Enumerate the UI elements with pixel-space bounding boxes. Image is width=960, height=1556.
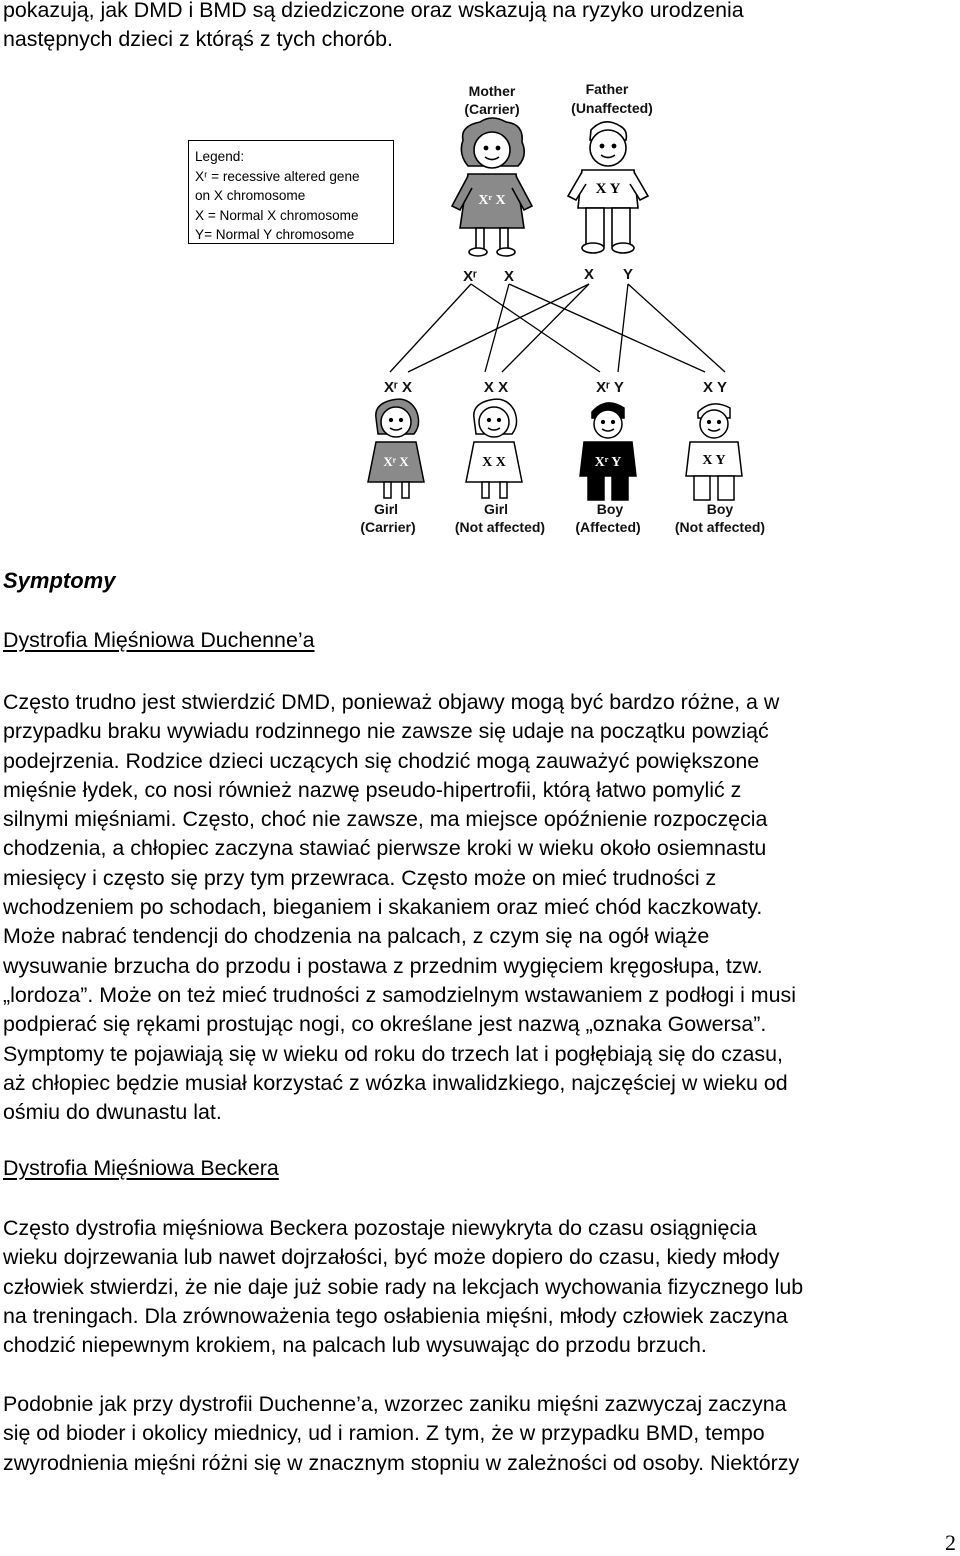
- father-gamete-1: X: [583, 266, 595, 283]
- text-line: na treningach. Dla zrównoważenia tego osłabienia mięśni, młody człowiek zaczyna: [3, 1303, 788, 1328]
- text-line: pokazują, jak DMD i BMD są dziedziczone oraz wskazują na ryzyko urodzenia: [3, 0, 744, 22]
- text-line: człowiek stwierdzi, że nie daje już sobie rady na lekcjach wychowania fizycznego lub: [3, 1274, 804, 1299]
- child-1-shirt-label: Xʳ X: [383, 454, 409, 469]
- text-line: Podobnie jak przy dystrofii Duchenne’a, wzorzec zaniku mięśni zazwyczaj zaczyna: [3, 1392, 787, 1416]
- text-line: „lordoza”. Może on też mieć trudności z samodzielnym wstawaniem z podłogi i musi: [3, 982, 796, 1007]
- child-4-genotype: X Y: [703, 379, 727, 396]
- becker-paragraph-2: [3, 1390, 957, 1478]
- text-line: wchodzeniem po schodach, bieganiem i skakaniem oraz mieć chód kaczkowaty.: [3, 895, 763, 920]
- father-label: Father: [585, 81, 629, 97]
- child-2-figure: [466, 399, 522, 498]
- text-line: silnymi mięśniami. Często, choć nie zawsze, ma miejsce opóźnienie rozpoczęcia: [3, 807, 768, 832]
- text-line: wysuwanie brzucha do przodu i postawa z przednim wygięciem kręgosłupa, tzw.: [3, 953, 763, 978]
- mother-label: Mother: [468, 83, 516, 99]
- text-line: mięśnie łydek, co nosi również nazwę pseudo-hipertrofii, którą łatwo pomylić z: [3, 777, 742, 802]
- child-3-genotype: Xʳ Y: [596, 379, 624, 396]
- text-line: aż chłopiec będzie musiał korzystać z wózka inwalidzkiego, najczęściej w wieku od: [3, 1070, 788, 1095]
- legend-line: on X chromosome: [195, 188, 306, 203]
- child-1-label: Girl: [373, 501, 399, 517]
- child-3-status: (Affected): [575, 519, 641, 535]
- mother-gamete-2: X: [503, 268, 515, 285]
- father-status: (Unaffected): [571, 100, 653, 116]
- becker-paragraph-1: [3, 1214, 957, 1360]
- text-line: przypadku braku wywiadu rodzinnego nie zawsze się udaje na początku powziąć: [3, 719, 769, 744]
- child-1-genotype: Xʳ X: [384, 379, 412, 396]
- text-line: zwyrodnienia mięśni różni się w znacznym stopniu w zależności od osoby. Niektórzy: [3, 1450, 800, 1475]
- intro-paragraph: [3, 0, 957, 55]
- inheritance-diagram: [180, 78, 800, 548]
- text-line: ośmiu do dwunastu lat.: [3, 1100, 222, 1125]
- mother-shirt-label: Xʳ X: [478, 193, 506, 208]
- text-line: podpierać się rękami prostując nogi, co określane jest nazwą „oznaka Gowersa”.: [3, 1012, 767, 1037]
- father-shirt-label: X Y: [595, 181, 621, 197]
- child-2-label: Girl: [483, 501, 509, 517]
- mother-gamete-1: Xʳ: [463, 268, 477, 285]
- inheritance-lines: [390, 284, 725, 372]
- legend-line: Xʳ = recessive altered gene: [195, 168, 360, 184]
- legend-title: Legend:: [195, 149, 245, 164]
- page-number: 2: [945, 1530, 956, 1555]
- text-line: się od bioder i okolicy miednicy, ud i ramion. Z tym, że w przypadku BMD, tempo: [3, 1421, 765, 1446]
- text-line: Często dystrofia mięśniowa Beckera pozostaje niewykryta do czasu osiągnięcia: [3, 1216, 757, 1240]
- duchenne-paragraph: [3, 688, 957, 1127]
- child-2-status: (Not affected): [454, 519, 546, 535]
- text-line: następnych dzieci z którąś z tych chorób.: [3, 27, 393, 52]
- text-line: podejrzenia. Rodzice dzieci uczących się chodzić mogą zauważyć powiększone: [3, 748, 760, 773]
- child-4-status: (Not affected): [674, 519, 766, 535]
- mother-figure: [452, 118, 532, 256]
- text-line: chodzenia, a chłopiec zaczyna stawiać pierwsze kroki w wieku około osiemnastu: [3, 836, 767, 861]
- child-4-figure: [686, 404, 742, 500]
- legend-line: Y= Normal Y chromosome: [195, 227, 355, 242]
- father-gamete-2: Y: [622, 266, 634, 283]
- legend-line: X = Normal X chromosome: [195, 207, 359, 223]
- child-1-figure: [368, 399, 424, 498]
- text-line: miesięcy i często się przy tym przewraca. Często może on mieć trudności z: [3, 865, 717, 890]
- child-2-shirt-label: X X: [482, 455, 506, 470]
- diagram-legend: [188, 140, 394, 244]
- mother-status: (Carrier): [464, 101, 520, 117]
- text-line: chodzić niepewnym krokiem, na palcach lub wysuwając do przodu brzuch.: [3, 1333, 707, 1358]
- text-line: wieku dojrzewania lub nawet dojrzałości, być może dopiero do czasu, kiedy młody: [3, 1245, 780, 1270]
- becker-heading: Dystrofia Mięśniowa Beckera: [3, 1156, 279, 1180]
- child-2-genotype: X X: [483, 379, 509, 396]
- child-1-status: (Carrier): [360, 519, 416, 535]
- duchenne-heading: Dystrofia Mięśniowa Duchenne’a: [3, 628, 315, 652]
- text-line: Może nabrać tendencji do chodzenia na palcach, z czym się na ogół wiąże: [3, 924, 710, 949]
- child-3-figure: [580, 403, 636, 500]
- text-line: Symptomy te pojawiają się w wieku od roku do trzech lat i pogłębiają się do czasu,: [3, 1041, 783, 1066]
- text-line: Często trudno jest stwierdzić DMD, ponieważ objawy mogą być bardzo różne, a w: [3, 690, 780, 714]
- child-4-label: Boy: [706, 501, 734, 517]
- child-4-shirt-label: X Y: [702, 453, 726, 468]
- child-3-shirt-label: Xʳ Y: [594, 455, 622, 470]
- section-title: Symptomy: [3, 568, 116, 593]
- child-3-label: Boy: [596, 501, 624, 517]
